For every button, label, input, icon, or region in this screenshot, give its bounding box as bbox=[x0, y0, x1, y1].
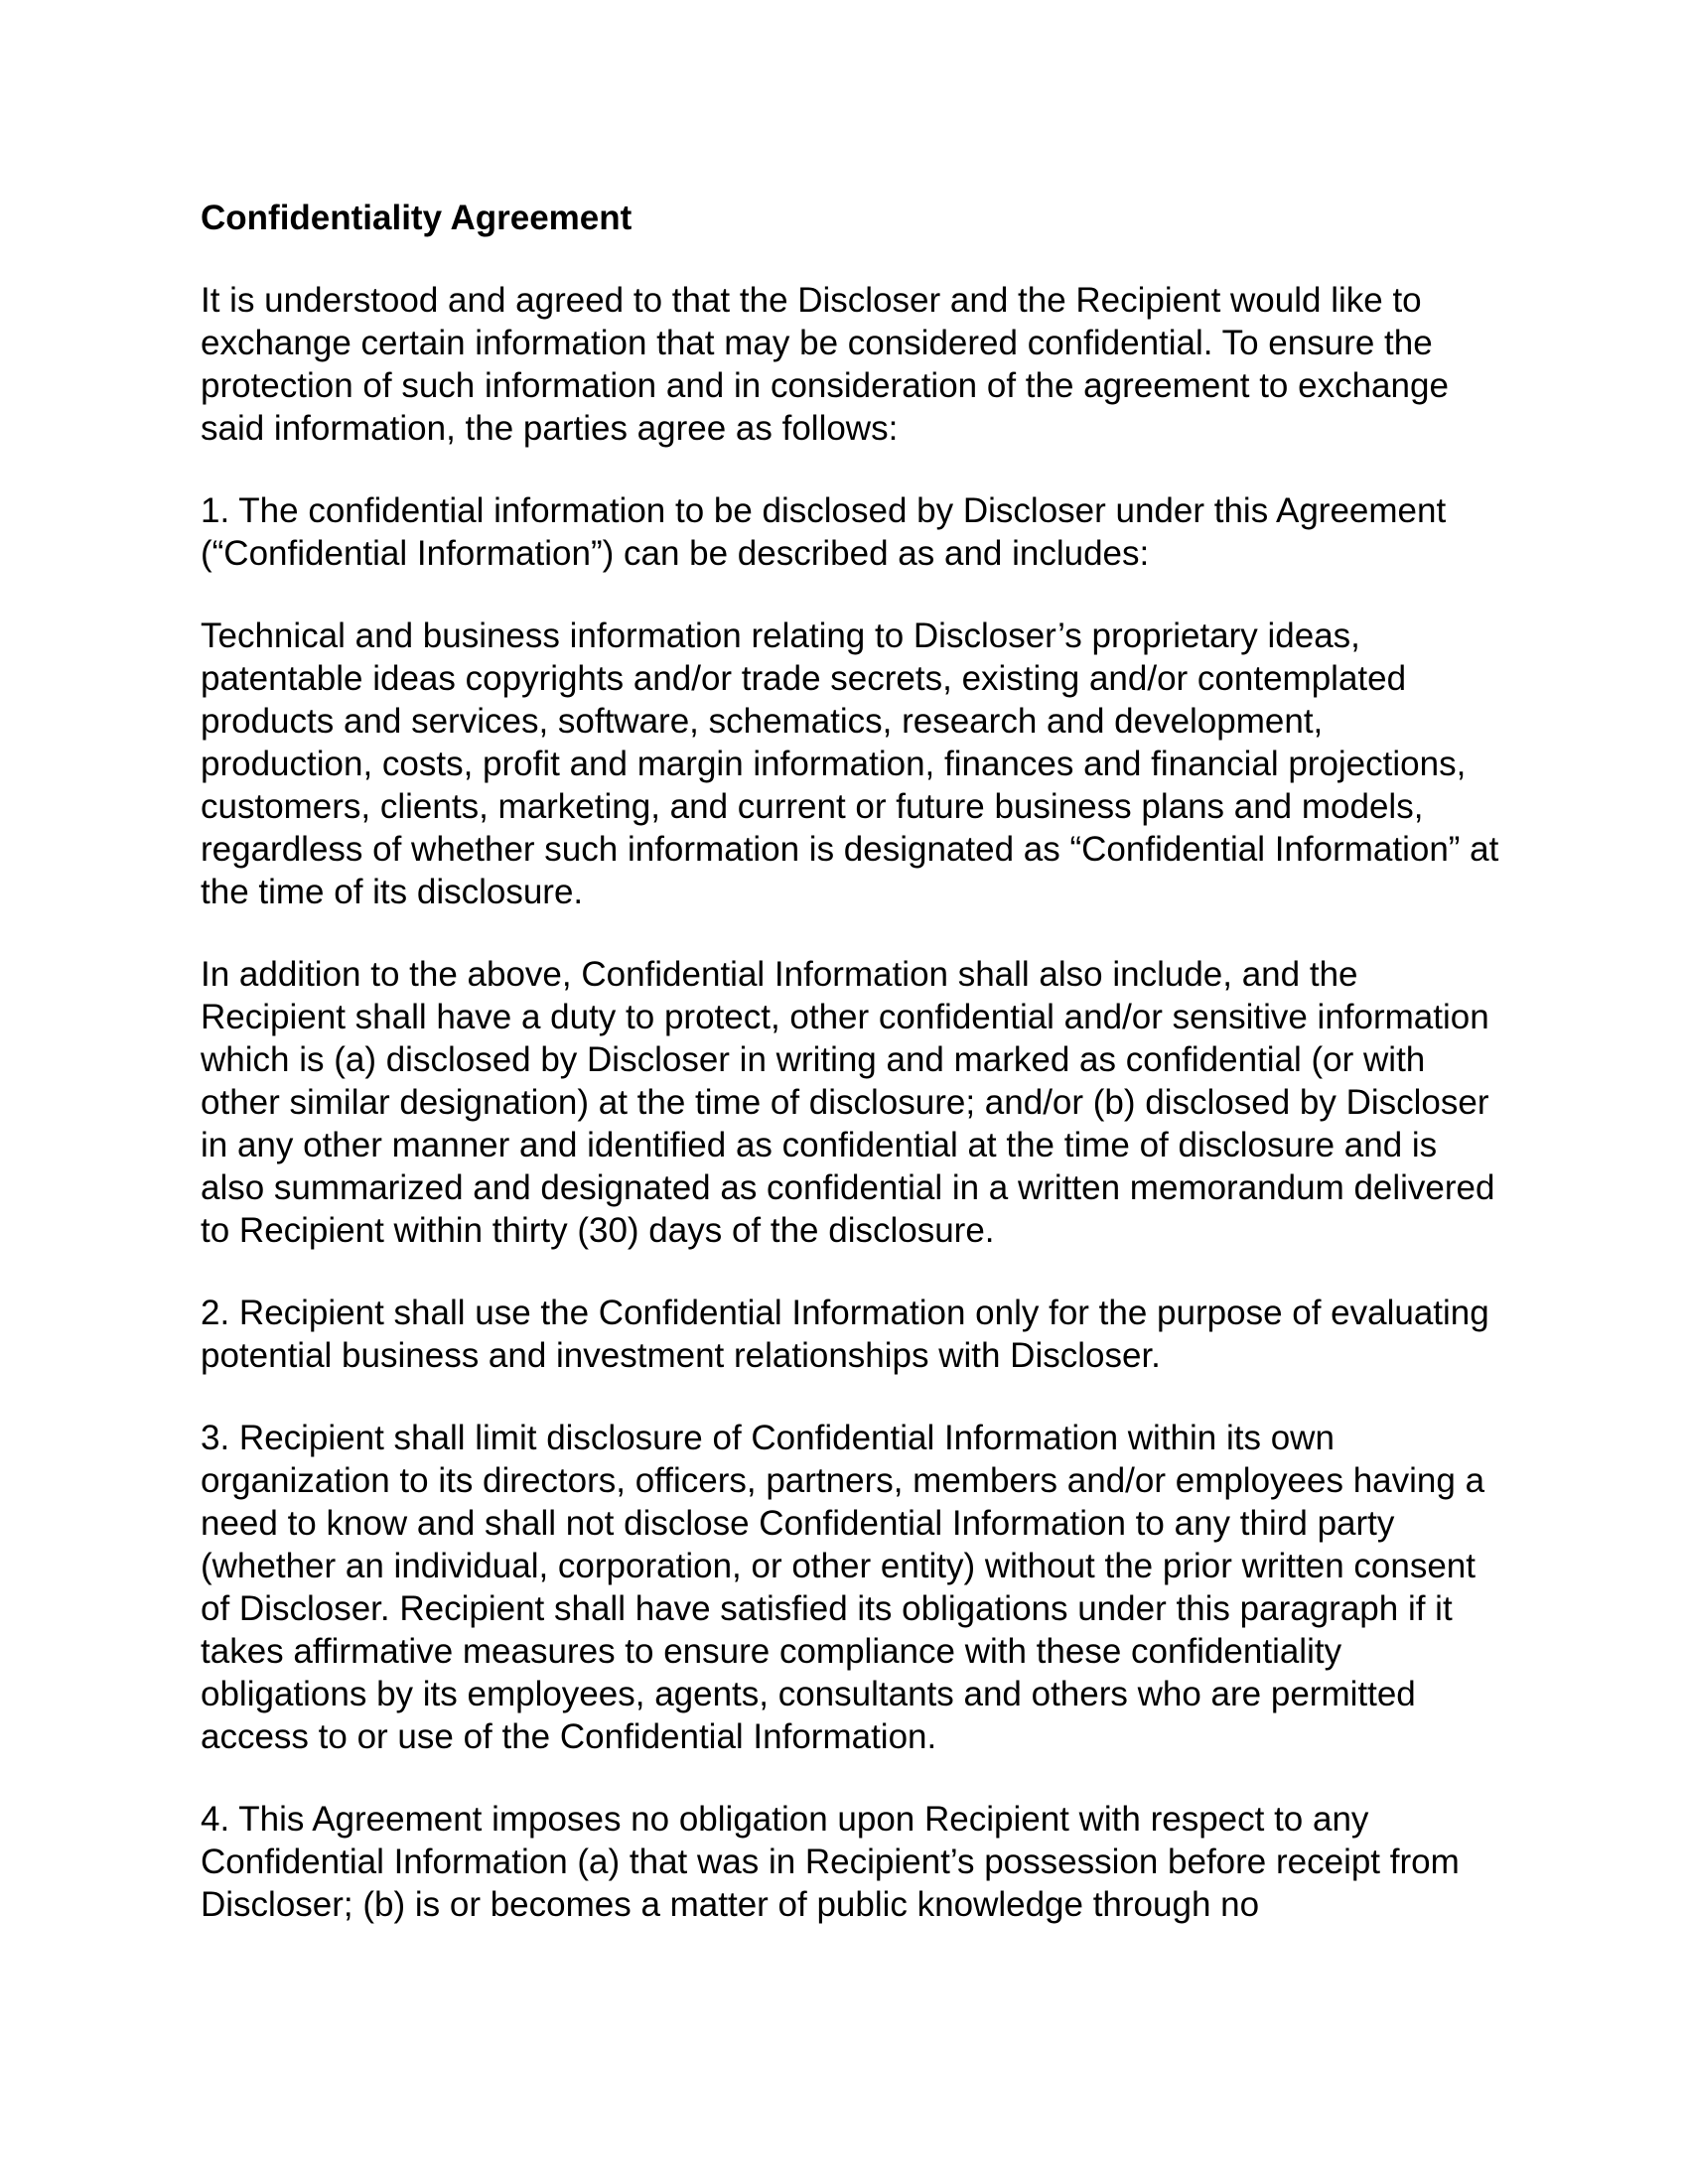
clause-3-paragraph: 3. Recipient shall limit disclosure of Confidential Information within its own organization to its directors, officers, partners, members and/or employees having a need to know and shall not disclose Confidential Information to any third party (whether an individual, corporation, or other entity) without the prior written consent of Discloser. Recipient shall have satisfied its obligations under this paragraph if it takes affirmative measures to ensure compliance with these confidentiality obligations by its employees, agents, consultants and others who are permitted access to or use of the Confidential Information. bbox=[201, 1419, 1485, 1756]
additional-info-paragraph: In addition to the above, Confidential Information shall also include, and the Recipient shall have a duty to protect, other confidential and/or sensitive information which is (a) disclosed by Discloser in writing and marked as confidential (or with other similar designation) at the time of disclosure; and/or (b) disclosed by Discloser in any other manner and identified as confidential at the time of disclosure and is also summarized and designated as confidential in a written memorandum delivered to Recipient within thirty (30) days of the disclosure. bbox=[201, 955, 1495, 1250]
clause-4-paragraph: 4. This Agreement imposes no obligation upon Recipient with respect to any Confidential Information (a) that was in Recipient’s possession before receipt from Discloser; (b) is or becomes a matter of public knowledge through no bbox=[201, 1800, 1460, 1924]
clause-2-paragraph: 2. Recipient shall use the Confidential Information only for the purpose of evaluating potential business and investment relationships with Discloser. bbox=[201, 1294, 1489, 1375]
confidential-info-description-paragraph: Technical and business information relating to Discloser’s proprietary ideas, patentable ideas copyrights and/or trade secrets, existing and/or contemplated products and services, software, schematics, research and development, production, costs, profit and margin information, finances and financial projections, customers, clients, marketing, and current or future business plans and models, regardless of whether such information is designated as “Confidential Information” at the time of its disclosure. bbox=[201, 616, 1499, 911]
intro-paragraph: It is understood and agreed to that the Discloser and the Recipient would like to exchange certain information that may be considered confidential. To ensure the protection of such information and in consideration of the agreement to exchange said information, the parties agree as follows: bbox=[201, 281, 1449, 448]
document-body bbox=[201, 197, 1501, 1926]
clause-1-paragraph: 1. The confidential information to be disclosed by Discloser under this Agreement (“Confidential Information”) can be described as and includes: bbox=[201, 491, 1447, 573]
document-title: Confidentiality Agreement bbox=[201, 199, 633, 237]
